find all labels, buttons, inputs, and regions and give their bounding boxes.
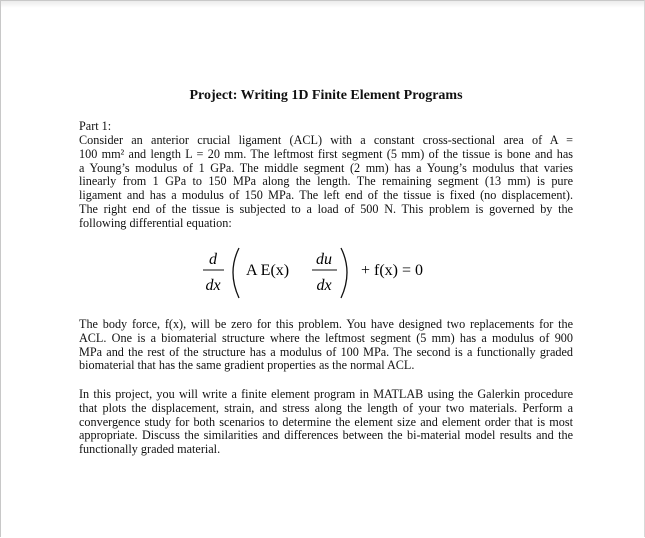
paragraph-project-task bbox=[79, 388, 573, 457]
paragraph-line: The body force, f(x), will be zero for this problem. You have designed two replacements for the bbox=[79, 317, 573, 331]
eq-inner-text: A E(x) bbox=[246, 262, 290, 279]
paragraph-line: 100 mm² and length L = 20 mm. The leftmost first segment (5 mm) of the tissue is bone and has bbox=[79, 146, 573, 161]
paragraph-line: following differential equation: bbox=[79, 215, 232, 230]
paragraph-line: that plots the displacement, strain, and stress along the length of your two materials. Perform a bbox=[79, 400, 573, 415]
eq-d-numerator: d bbox=[209, 251, 217, 268]
eq-du-denominator: dx bbox=[316, 277, 332, 294]
document-title: Project: Writing 1D Finite Element Programs bbox=[189, 88, 463, 103]
paragraph-line: MPa and the rest of the structure has a modulus of 100 MPa. The second is a functionally graded bbox=[79, 344, 573, 359]
eq-d-denominator: dx bbox=[205, 277, 221, 294]
eq-rhs: + f(x) = 0 bbox=[361, 262, 424, 279]
eq-left-paren bbox=[233, 248, 239, 298]
part-label: Part 1: bbox=[79, 119, 112, 133]
paragraph-line: linearly from 1 GPa to 150 MPa along the length. The remaining segment (13 mm) is pure bbox=[79, 174, 573, 189]
paragraph-line: convergence study for both scenarios to determine the element size and element order that is most bbox=[79, 414, 573, 429]
equation-graphic bbox=[79, 244, 573, 302]
paragraph-line: ligament and has a modulus of 150 MPa. The left end of the tissue is fixed (no displacement). bbox=[79, 188, 573, 203]
paragraph-line: In this project, you will write a finite element program in MATLAB using the Galerkin procedure bbox=[79, 387, 573, 401]
paragraph-line: biomaterial that has the same gradient properties as the normal ACL. bbox=[79, 358, 415, 373]
paragraph-replacements bbox=[79, 318, 573, 373]
paragraph-line: appropriate. Discuss the similarities and differences between the bi-material model results and the bbox=[79, 428, 573, 443]
paragraph-line: The right end of the tissue is subjected to a load of 500 N. This problem is governed by the bbox=[79, 201, 573, 216]
paragraph-line: ACL. One is a biomaterial structure where the leftmost segment (5 mm) has a modulus of 900 bbox=[79, 330, 573, 345]
eq-right-paren bbox=[341, 248, 347, 298]
paragraph-problem-statement bbox=[79, 134, 573, 231]
paragraph-line: a Young’s modulus of 1 GPa. The middle segment (2 mm) has a Young’s modulus that varies bbox=[79, 160, 573, 175]
paragraph-line: functionally graded material. bbox=[79, 442, 221, 457]
paragraph-line: Consider an anterior crucial ligament (ACL) with a constant cross-sectional area of A = bbox=[79, 133, 573, 147]
eq-du-numerator: du bbox=[316, 251, 332, 268]
differential-equation bbox=[79, 244, 573, 302]
